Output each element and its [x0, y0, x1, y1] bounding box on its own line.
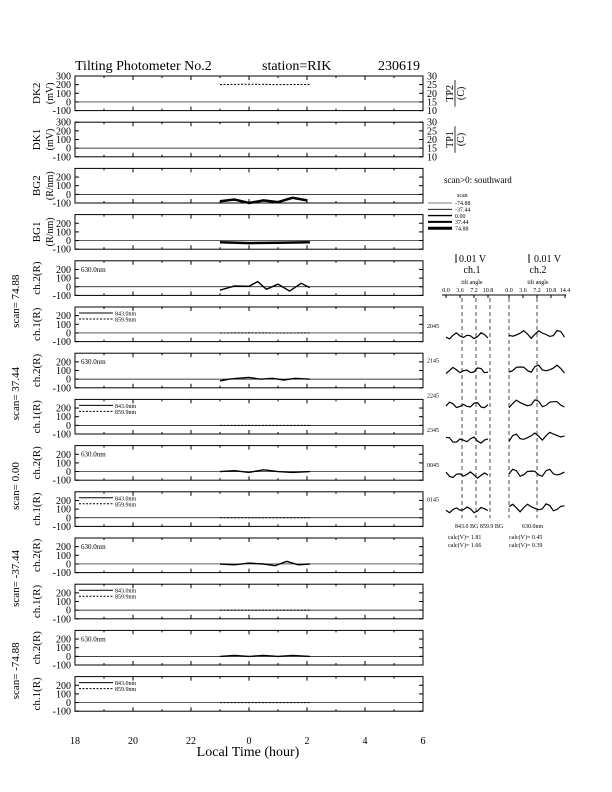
- scan-legend-label: 37.44: [455, 220, 469, 227]
- panel-y-label: DK2: [31, 82, 43, 104]
- panel-dk1: [31, 118, 467, 164]
- panel-scan-ch2: [31, 353, 423, 394]
- panel-y-label: ch.2(R): [31, 261, 43, 295]
- scan-legend-label: 74.88: [455, 226, 469, 233]
- panels: [10, 72, 467, 718]
- panel-frame: [75, 353, 423, 388]
- panel-frame: [75, 446, 423, 481]
- y-tick-label: 0: [66, 420, 71, 432]
- y-tick-label: 0: [66, 467, 71, 479]
- series-line: [220, 242, 310, 243]
- tilt-trace-ch1: [446, 472, 488, 478]
- tilt-calc-ch1-a: calc(V)= 1.81: [448, 535, 482, 541]
- scan-legend-label: -74.88: [455, 201, 471, 208]
- right-tick-label: 10: [427, 152, 437, 164]
- y-tick-label: 300: [56, 71, 71, 83]
- right-axis-label: TP2: [445, 84, 456, 102]
- y-tick-label: 100: [56, 643, 71, 655]
- scan-angle-label: scan= 37.44: [10, 366, 22, 421]
- y-tick-label: -100: [52, 337, 71, 349]
- legend-label: 859.9nm: [115, 317, 137, 324]
- tilt-tick-label: 3.6: [456, 288, 464, 294]
- scan-legend-label: 0.00: [455, 213, 466, 220]
- y-tick-label: 100: [56, 412, 71, 424]
- tilt-ch1-scale: 0.01 V: [459, 254, 487, 265]
- panel-y-label: ch.1(R): [31, 584, 43, 619]
- y-tick-label: 100: [56, 273, 71, 285]
- y-tick-label: 100: [56, 458, 71, 470]
- right-axis-unit: (C): [456, 132, 467, 147]
- scan-angle-label: scan= -37.44: [10, 549, 22, 607]
- panel-y-unit: (R/nm): [45, 217, 56, 247]
- scan-direction-note: scan>0: southward: [444, 175, 512, 185]
- legend-label: 843.0nm: [115, 588, 137, 595]
- y-tick-label: 100: [56, 550, 71, 562]
- tilt-tick-labels: [442, 288, 570, 298]
- tilt-ch1-name: ch.1: [463, 265, 481, 276]
- series-line: [220, 282, 310, 292]
- legend-label: 859.9nm: [115, 687, 137, 694]
- panel-y-label: ch.2(R): [31, 631, 43, 665]
- y-tick-label: -100: [52, 152, 71, 164]
- x-axis-label: Local Time (hour): [196, 745, 300, 760]
- y-tick-label: 200: [56, 634, 71, 646]
- panel-y-label: ch.2(R): [31, 353, 43, 388]
- panel-frame: [75, 630, 423, 665]
- panel-frame: [75, 261, 423, 296]
- tilt-trace-ch1: [446, 437, 488, 443]
- panel-frame: [75, 538, 423, 573]
- right-axis-unit: (C): [456, 86, 467, 100]
- y-tick-label: -100: [52, 660, 71, 672]
- series-line: [220, 561, 310, 565]
- date-label: 230619: [378, 59, 420, 74]
- scan-legend-header: scan: [457, 193, 468, 199]
- x-tick-label: 20: [128, 736, 138, 747]
- y-tick-label: 0: [66, 189, 71, 201]
- tilt-axis-title-ch1: tilt angle: [461, 280, 483, 286]
- y-tick-label: 100: [56, 88, 71, 100]
- x-tick-label: 6: [420, 736, 426, 747]
- panel-y-label: BG1: [31, 221, 43, 243]
- y-tick-label: 0: [66, 236, 71, 248]
- panel-y-label: ch.2(R): [31, 538, 43, 572]
- tilt-axis-title-ch2: tilt angle: [527, 280, 549, 286]
- y-tick-label: -100: [52, 383, 71, 395]
- tilt-footer-ch1: 843.0 BG 859.9 BG: [455, 524, 504, 530]
- panel-scan-ch1: [31, 584, 423, 625]
- panel-frame: [75, 76, 423, 111]
- tilt-time-label: 2245: [427, 393, 439, 400]
- right-tick-label: 30: [427, 71, 437, 83]
- y-tick-label: 200: [56, 542, 71, 554]
- tilt-tick-label: 10.8: [482, 288, 494, 294]
- right-tick-label: 15: [427, 97, 437, 109]
- wavelength-label: 630.0nm: [81, 265, 106, 274]
- y-tick-label: 200: [56, 680, 71, 692]
- tilt-ch2-name: ch.2: [529, 265, 547, 276]
- right-tick-label: 10: [427, 106, 437, 118]
- series-line: [220, 198, 307, 203]
- tilt-tick-label: 3.6: [519, 288, 527, 294]
- tilt-time-label: 2345: [427, 428, 439, 435]
- wavelength-label: 630.0nm: [81, 450, 106, 459]
- tilt-trace-ch1: [446, 507, 488, 513]
- y-tick-label: 100: [56, 181, 71, 193]
- y-tick-label: 100: [56, 504, 71, 516]
- panel-bg2: [31, 168, 423, 209]
- tilt-tick-label: 7.2: [470, 288, 478, 294]
- tilt-tick-label: 7.2: [533, 288, 541, 294]
- y-tick-label: 100: [56, 227, 71, 239]
- tilt-tick-label: 0.0: [442, 288, 450, 294]
- y-tick-label: 100: [56, 319, 71, 331]
- chart-title: Tilting Photometer No.2: [75, 59, 212, 74]
- y-tick-label: 200: [56, 588, 71, 600]
- tilt-tick-label: 0.0: [505, 288, 513, 294]
- scan-angle-label: scan= 74.88: [10, 274, 22, 328]
- panel-y-label: ch.1(R): [31, 400, 43, 434]
- legend-label: 859.9nm: [115, 409, 137, 416]
- tilt-time-label: 0145: [427, 497, 439, 504]
- scan-angle-label: scan= -74.88: [10, 642, 22, 700]
- tilt-tick-label: 10.8: [545, 288, 557, 294]
- y-tick-label: 100: [56, 689, 71, 701]
- tilt-time-label: 2145: [427, 358, 439, 365]
- right-tick-label: 15: [427, 143, 437, 155]
- x-tick-label: 2: [304, 736, 310, 747]
- y-tick-label: 0: [66, 698, 71, 710]
- y-tick-label: 300: [56, 117, 71, 129]
- right-tick-label: 25: [427, 80, 437, 92]
- y-tick-label: 200: [56, 172, 71, 184]
- panel-bg1: [31, 215, 423, 256]
- y-tick-label: -100: [52, 106, 71, 118]
- panel-y-label: ch.1(R): [31, 677, 43, 711]
- y-tick-label: -100: [52, 290, 71, 302]
- y-tick-label: 200: [56, 357, 71, 369]
- legend-label: 859.9nm: [115, 594, 137, 601]
- y-tick-label: 0: [66, 559, 71, 571]
- y-tick-label: 100: [56, 597, 71, 608]
- panel-scan-ch1: [31, 677, 423, 718]
- tilt-tick-label: 14.4: [559, 288, 571, 294]
- y-tick-label: 200: [56, 80, 71, 92]
- right-tick-label: 25: [427, 126, 437, 138]
- series-line: [220, 470, 310, 473]
- panel-y-label: ch.1(R): [31, 307, 43, 341]
- legend-label: 843.0nm: [115, 681, 137, 688]
- right-axis-label: TP1: [445, 131, 456, 148]
- y-tick-label: -100: [52, 706, 71, 718]
- y-tick-label: 200: [56, 218, 71, 230]
- scan-legend: [428, 201, 471, 232]
- y-tick-label: 200: [56, 126, 71, 138]
- right-tick-label: 30: [427, 117, 437, 129]
- tilt-panel: [427, 298, 565, 518]
- panel-frame: [75, 168, 423, 203]
- panel-frame: [75, 122, 423, 157]
- x-tick-label: 0: [246, 736, 252, 747]
- scan-angle-label: scan= 0.00: [10, 462, 22, 510]
- y-tick-label: -100: [52, 198, 71, 210]
- tilt-ch2-scale: 0.01 V: [534, 254, 562, 265]
- y-tick-label: -100: [52, 521, 71, 533]
- y-tick-label: 200: [56, 495, 71, 507]
- panel-scan-ch1: [31, 307, 423, 348]
- y-tick-label: -100: [52, 568, 71, 580]
- tilt-calc-ch1-b: calc(V)= 1.66: [448, 543, 482, 549]
- tilt-time-label: 0045: [427, 462, 439, 469]
- y-tick-label: 0: [66, 97, 71, 109]
- y-tick-label: -100: [52, 475, 71, 487]
- panel-scan-ch2: [31, 630, 423, 671]
- tilt-trace-ch1: [446, 367, 488, 373]
- y-tick-label: 200: [56, 403, 71, 415]
- x-tick-label: 18: [70, 736, 80, 747]
- legend-label: 843.0nm: [115, 496, 137, 503]
- panel-y-unit: (mV): [45, 128, 56, 151]
- panel-y-unit: (R/nm): [45, 171, 56, 201]
- y-tick-label: -100: [52, 244, 71, 256]
- panel-scan-ch2: [31, 446, 423, 487]
- y-tick-label: 200: [56, 449, 71, 461]
- wavelength-label: 630.0nm: [81, 543, 106, 551]
- tilt-calc-ch2-b: calc(V)= 0.39: [509, 543, 543, 549]
- tilt-trace-ch1: [446, 402, 488, 408]
- y-tick-label: 0: [66, 651, 71, 663]
- y-tick-label: 0: [66, 282, 71, 294]
- panel-scan-ch1: [31, 492, 423, 533]
- panel-y-label: BG2: [31, 175, 43, 197]
- tilt-time-label: 2045: [427, 324, 439, 330]
- legend-label: 843.0nm: [115, 403, 137, 410]
- tilt-footer-ch2: 630.0nm: [522, 524, 544, 530]
- wavelength-label: 630.0nm: [81, 635, 106, 644]
- y-tick-label: 200: [56, 311, 71, 323]
- panel-y-label: DK1: [31, 128, 43, 151]
- y-tick-label: -100: [52, 429, 71, 441]
- y-tick-label: 200: [56, 264, 71, 276]
- y-tick-label: 100: [56, 366, 71, 377]
- panel-y-label: ch.1(R): [31, 492, 43, 526]
- tilt-trace-ch1: [446, 333, 488, 339]
- x-tick-label: 4: [362, 736, 368, 747]
- tilt-calc-ch2-a: calc(V)= 0.45: [509, 535, 543, 541]
- legend-label: 843.0nm: [115, 311, 137, 318]
- panel-scan-ch2: [31, 261, 423, 302]
- y-tick-label: 100: [56, 135, 71, 146]
- station-label: station=RIK: [262, 59, 332, 74]
- panel-y-unit: (mV): [45, 82, 56, 105]
- y-tick-label: 0: [66, 328, 71, 340]
- y-tick-label: -100: [52, 614, 71, 626]
- panel-dk2: [31, 72, 467, 118]
- legend-label: 859.9nm: [115, 502, 137, 509]
- right-tick-label: 20: [427, 135, 437, 146]
- y-tick-label: 0: [66, 605, 71, 617]
- right-tick-label: 20: [427, 88, 437, 100]
- y-tick-label: 0: [66, 143, 71, 155]
- x-tick-label: 22: [186, 736, 196, 747]
- panel-scan-ch1: [31, 399, 423, 440]
- scan-legend-label: -37.44: [455, 207, 471, 214]
- panel-scan-ch2: [31, 538, 423, 579]
- y-tick-label: 0: [66, 374, 71, 386]
- y-tick-label: 0: [66, 513, 71, 525]
- wavelength-label: 630.0nm: [81, 358, 106, 367]
- panel-y-label: ch.2(R): [31, 446, 43, 480]
